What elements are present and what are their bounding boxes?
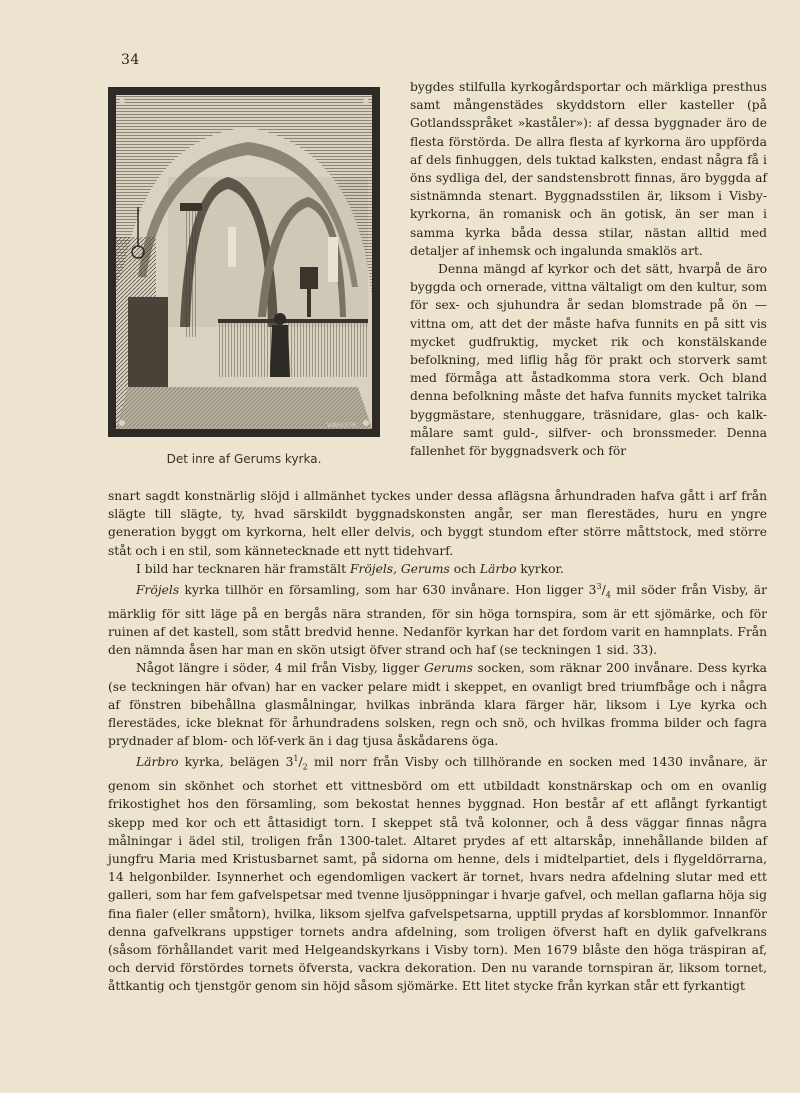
church-name: Lärbro xyxy=(136,755,179,770)
paragraph: bygdes stilfulla kyrkogårdsportar och märkliga presthus samt mångenstädes skyddstorn eller kasteller (på Gotlandsspråket »kaståler»): af dessa byggnader äro de flesta förstörda. De allra flesta af kyrkorna äro uppförda af dels finhuggen, dels tuktad kalksten, endast några få i öns sydliga del, der sandstensbrott finnas, äro byggda af sistnämnda stenart. Byggnadsstilen är, liksom i Visby-kyrkorna, än romanisk och än gotisk, än ser man i samma kyrka båda dessa stilar, nästan alltid med detaljer af inhemsk och ingalunda smaklös art. xyxy=(410,80,767,258)
paragraph: Denna mängd af kyrkor och det sätt, hvarpå de äro byggda och ornerade, vittna vältaligt om den kultur, som för sex- och sjuhundra år sedan blomstrade på ön — vittna om, att det der måste hafva funnits en på sitt vis mycket gudfruktig, mycket rik och konstälskande befolkning, med liflig håg för prakt och storverk samt med förmåga att åstadkomma stora verk. Och bland denna befolkning måste det hafva funnits mycket talrika byggmästare, stenhuggare, träsnidare, glas- och kalk-målare samt guld-, silfver- och bronssmeder. Denna fallenhet för byggnadsverk och för xyxy=(410,262,767,459)
church-name: Fröjels xyxy=(136,583,180,598)
paragraph-intro: I bild har tecknaren här framstält Fröjels, Gerums och Lärbo kyrkor. xyxy=(136,561,564,576)
church-interior-illustration xyxy=(108,87,380,437)
church-name: Lärbo xyxy=(479,561,517,576)
text-column xyxy=(410,78,767,460)
paragraph-continuation: snart sagdt konstnärlig slöjd i allmänhet tyckes under dessa aflägsna århundraden hafva gått i arf från slägte till slägte, ty, hvad särskildt byggnadskonsten angår, ser man flerestädes, huru en yngre generation byggt om kyrkorna, helt eller delvis, och byggt stundom efter större måttstock, med större ståt och i en stil, som kännetecknade ett nytt tidehvarf. xyxy=(108,489,767,558)
church-name: Gerums xyxy=(424,661,473,676)
full-width-text xyxy=(108,487,767,996)
paragraph-frojel: Fröjels kyrka tillhör en församling, som har 630 invånare. Hon ligger $3^3/_4$ mil söder från Visby, är märklig för sitt läge på en bergås nära stranden, för sin höga tornspira, som är ett sjömärke, och för ruinen af det kastell, som stått bredvid henne. Nedanför kyrkan har det fordom varit en hamnplats. Från den nämnda åsen har man en skön utsigt öfver strand och haf (se teckningen 1 sid. 33). xyxy=(108,582,768,658)
engraver-signature: WAHLSTR. xyxy=(327,422,358,429)
paragraph-larbo: Lärbro kyrka, belägen $3^1/_2$ mil norr från Visby och tillhörande en socken med 1430 invånare, är genom sin skönhet och storhet ett vittnesbörd om ett utbildadt konstnärskap och om en ovanlig frikostighet hos den församling, som bekostat hennes byggnad. Hon består af ett aflångt fyrkantigt skepp med kor och ett åttasidigt torn. I skeppet stå två kolonner, och å dess väggar finnas några målningar i ädel stil, troligen från 1300-talet. Altaret prydes af ett altarskåp, innehållande bilden af jungfru Maria med Kristusbarnet samt, på sidorna om henne, dels i midtelpartiet, dels i flygeldörrarna, 14 helgonbilder. Isynnerhet och egendomligen vackert är tornet, hvars nedra afdelning slutar med ett galleri, som har fem gafvelspetsar med tvenne ljusöppningar i hvarje gafvel, och mellan gaflarna höja sig fina fialer (eller småtorn), hvilka, liksom sjelfva gafvelspetsarna, upptill prydas af korsblommor. Innanför denna gafvelkrans uppstiger tornets andra afdelning, som troligen öfverst haft en dylik gafvelkrans (såsom förhållandet varit med Helgeandskyrkans i Visby torn). Men 1679 blåste den höga träspiran af, och dervid förstördes tornets öfversta, vackra dekoration. Den nu varande tornspiran är, liksom tornet, åttkantig och tjenstgör genom sin höjd såsom sjömärke. Ett litet stycke från kyrkan står ett fyrkantigt xyxy=(108,754,767,994)
paragraph-gerum: Något längre i söder, 4 mil från Visby, ligger Gerums socken, som räknar 200 invånare. Dess kyrka (se teckningen här ofvan) har en vacker pelare midt i skeppet, en ovanligt bred triumfbåge och i några af fönstren bibehållna glasmålningar, hvilkas inbrända klara färger här, liksom i Lye kyrka och flerestädes, icke bleknat för århundradens solsken, regn och snö, och hvilkas fromma bilder och fagra prydnader af blom- och löf-verk än i dag tjusa åskådarens öga. xyxy=(108,661,767,749)
engraving-church-interior xyxy=(108,87,380,437)
page-number: 34 xyxy=(121,52,140,68)
figure-caption: Det inre af Gerums kyrka. xyxy=(166,452,322,466)
church-names: Fröjels, Gerums xyxy=(349,561,450,576)
